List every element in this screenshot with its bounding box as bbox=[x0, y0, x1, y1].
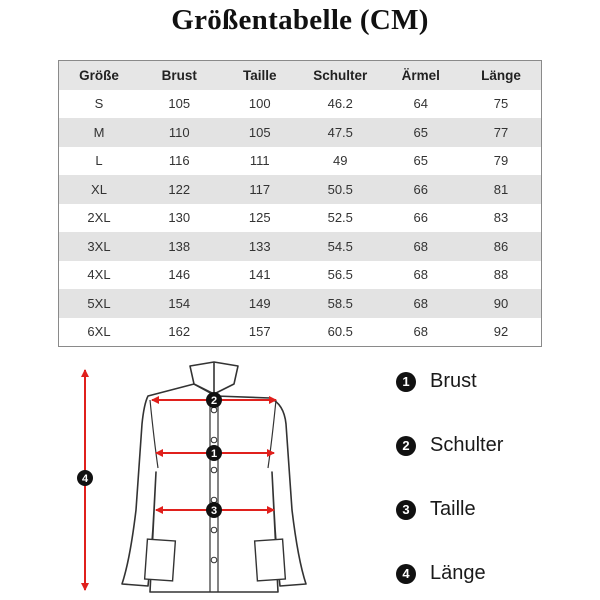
cell-waist: 125 bbox=[248, 210, 271, 226]
cell-size: 6XL bbox=[87, 324, 111, 339]
cell-size: S bbox=[94, 96, 104, 112]
legend-label: Brust bbox=[430, 370, 477, 392]
page-title: Größentabelle (CM) bbox=[171, 4, 429, 36]
cell-length: 79 bbox=[493, 153, 509, 169]
legend-item-chest bbox=[396, 370, 477, 393]
cell-length: 86 bbox=[461, 232, 542, 261]
cell-shoulder: 52.5 bbox=[327, 210, 353, 226]
cell-waist: 117 bbox=[220, 175, 301, 204]
cell-waist: 141 bbox=[248, 267, 271, 283]
svg-text:3: 3 bbox=[210, 505, 218, 517]
cell-shoulder: 58.5 bbox=[300, 289, 381, 318]
cell-sleeve: 68 bbox=[381, 232, 462, 261]
cell-shoulder: 49 bbox=[333, 153, 348, 169]
table-row bbox=[59, 90, 542, 119]
legend-item-shoulder bbox=[396, 434, 503, 457]
right-cuff bbox=[255, 539, 286, 581]
cell-sleeve: 68 bbox=[413, 324, 428, 339]
svg-text:2: 2 bbox=[210, 395, 218, 407]
cell-size: 5XL bbox=[59, 289, 140, 318]
cell-size: 2XL bbox=[87, 210, 111, 226]
header-size: Größe bbox=[59, 61, 140, 90]
cell-size: 4XL bbox=[87, 267, 111, 283]
cell-length: 77 bbox=[461, 118, 542, 147]
svg-text:1: 1 bbox=[210, 448, 218, 460]
cell-chest: 154 bbox=[139, 289, 220, 318]
header-chest: Brust bbox=[139, 61, 220, 90]
cell-sleeve: 65 bbox=[413, 153, 428, 169]
cell-chest: 116 bbox=[168, 153, 190, 169]
cell-chest: 138 bbox=[139, 232, 220, 261]
cell-sleeve: 66 bbox=[381, 175, 462, 204]
table-header-row bbox=[59, 61, 542, 90]
cell-shoulder: 46.2 bbox=[327, 96, 353, 112]
table-row bbox=[59, 261, 542, 290]
cell-length: 92 bbox=[493, 324, 509, 339]
cell-sleeve: 65 bbox=[381, 118, 462, 147]
cell-sleeve: 66 bbox=[413, 210, 428, 226]
legend-number: 3 bbox=[396, 500, 416, 520]
header-waist: Taille bbox=[220, 61, 301, 90]
cell-waist: 133 bbox=[220, 232, 301, 261]
marker-length bbox=[77, 470, 93, 486]
cell-length: 81 bbox=[461, 175, 542, 204]
cell-length: 88 bbox=[493, 267, 509, 283]
cell-sleeve: 64 bbox=[413, 96, 428, 112]
size-table bbox=[58, 60, 542, 347]
cell-chest: 110 bbox=[139, 118, 220, 147]
cell-shoulder: 56.5 bbox=[327, 267, 353, 283]
cell-chest: 130 bbox=[168, 210, 191, 226]
cell-waist: 157 bbox=[248, 324, 271, 339]
cell-size: L bbox=[95, 153, 103, 169]
marker-waist bbox=[206, 502, 222, 518]
table-row bbox=[59, 118, 542, 147]
marker-shoulder bbox=[206, 392, 222, 408]
cell-waist: 149 bbox=[220, 289, 301, 318]
table-row bbox=[59, 232, 542, 261]
header-shoulder: Schulter bbox=[300, 61, 381, 90]
table-row bbox=[59, 147, 542, 176]
legend-label: Schulter bbox=[430, 434, 504, 456]
cell-length: 75 bbox=[493, 96, 509, 112]
table-row bbox=[59, 175, 542, 204]
legend-item-waist bbox=[396, 498, 476, 521]
cell-waist: 105 bbox=[220, 118, 301, 147]
cell-size: M bbox=[59, 118, 140, 147]
cell-shoulder: 47.5 bbox=[300, 118, 381, 147]
marker-chest bbox=[206, 445, 222, 461]
cell-chest: 146 bbox=[168, 267, 191, 283]
cell-waist: 111 bbox=[249, 153, 270, 169]
cell-size: 3XL bbox=[59, 232, 140, 261]
cell-chest: 162 bbox=[168, 324, 191, 339]
header-length: Länge bbox=[461, 61, 542, 90]
svg-text:4: 4 bbox=[81, 473, 89, 485]
cell-size: XL bbox=[59, 175, 140, 204]
header-sleeve: Ärmel bbox=[381, 61, 462, 90]
cell-shoulder: 54.5 bbox=[300, 232, 381, 261]
cell-sleeve: 68 bbox=[413, 267, 428, 283]
cell-sleeve: 68 bbox=[381, 289, 462, 318]
table-row bbox=[59, 318, 542, 347]
cell-length: 83 bbox=[493, 210, 509, 226]
cell-chest: 122 bbox=[139, 175, 220, 204]
legend-item-length bbox=[396, 562, 486, 585]
table-row bbox=[59, 204, 542, 233]
shirt-measurement-diagram bbox=[70, 360, 320, 596]
legend-number: 2 bbox=[396, 436, 416, 456]
table-row bbox=[59, 289, 542, 318]
legend-number: 1 bbox=[396, 372, 416, 392]
legend-label: Taille bbox=[430, 498, 476, 520]
left-cuff bbox=[145, 539, 176, 581]
cell-length: 90 bbox=[461, 289, 542, 318]
cell-waist: 100 bbox=[248, 96, 271, 112]
legend-number: 4 bbox=[396, 564, 416, 584]
legend-label: Länge bbox=[430, 562, 486, 584]
cell-chest: 105 bbox=[168, 96, 191, 112]
cell-shoulder: 60.5 bbox=[327, 324, 353, 339]
cell-shoulder: 50.5 bbox=[300, 175, 381, 204]
